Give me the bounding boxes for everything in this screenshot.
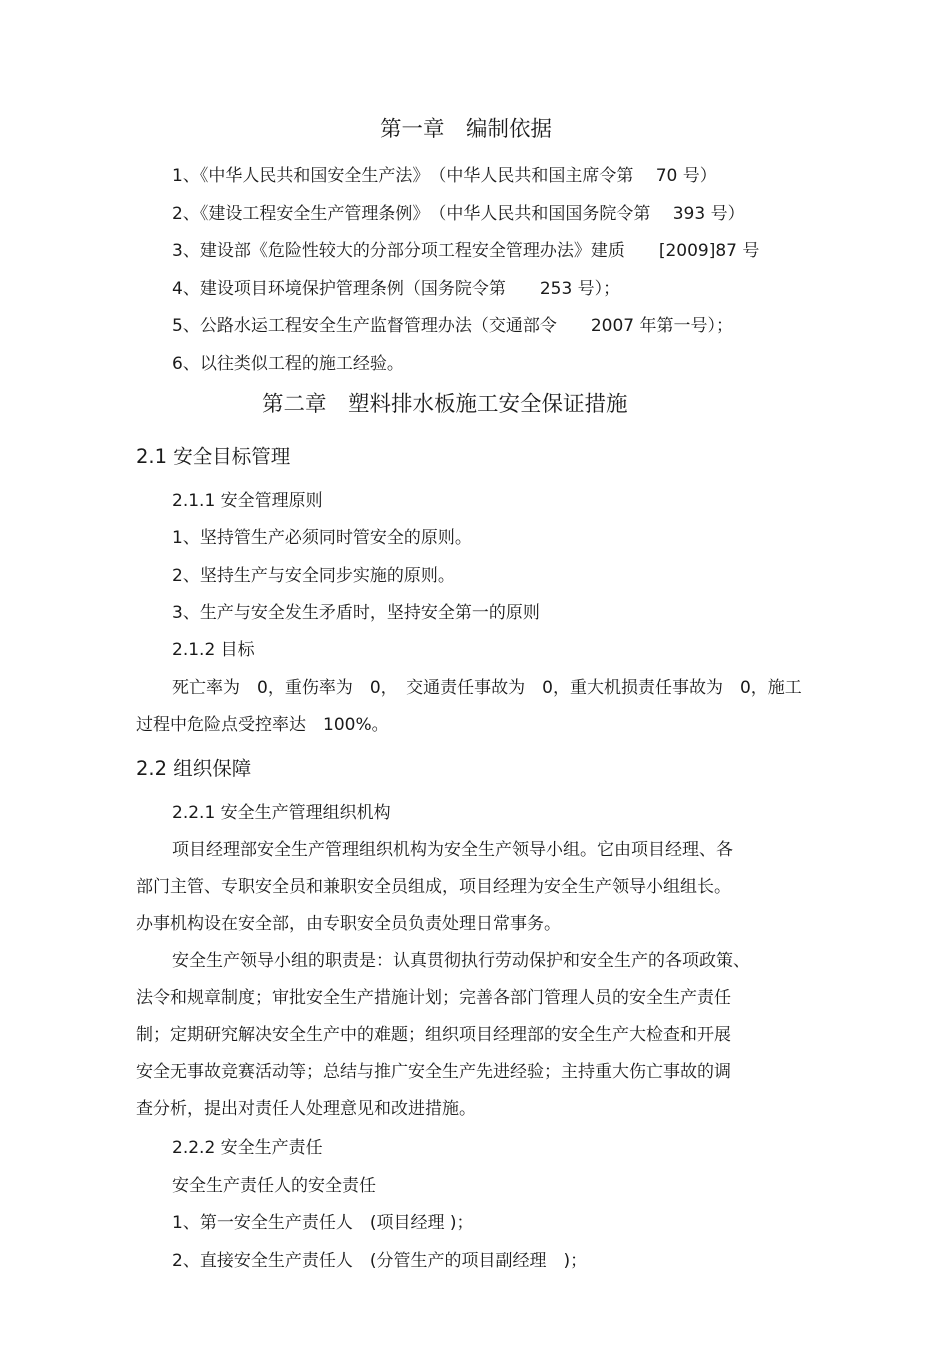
goal-line-1: 死亡率为 0，重伤率为 0， 交通责任事故为 0，重大机损责任事故为 0，施工: [172, 678, 802, 698]
responsibility-item-2: 2、直接安全生产责任人 (分管生产的项目副经理 )；: [172, 1251, 588, 1271]
org-line-3: 办事机构设在安全部，由专职安全员负责处理日常事务。: [136, 914, 561, 934]
duty-line-2: 法令和规章制度；审批安全生产措施计划；完善各部门管理人员的安全生产责任: [136, 988, 731, 1008]
basis-item-5: 5、公路水运工程安全生产监督管理办法（交通部令 2007 年第一号）；: [172, 316, 733, 336]
section-2-1-2-heading: 2.1.2 目标: [172, 640, 255, 660]
basis-item-1: 1、《中华人民共和国安全生产法》 （中华人民共和国主席令第 70 号）: [172, 166, 717, 186]
duty-line-3: 制；定期研究解决安全生产中的难题；组织项目经理部的安全生产大检查和开展: [136, 1025, 731, 1045]
principle-3: 3、生产与安全发生矛盾时，坚持安全第一的原则: [172, 603, 540, 623]
section-2-2-heading: 2.2 组织保障: [136, 757, 252, 780]
goal-line-2: 过程中危险点受控率达 100%。: [136, 715, 389, 735]
responsibility-intro: 安全生产责任人的安全责任: [172, 1176, 376, 1196]
org-line-1: 项目经理部安全生产管理组织机构为安全生产领导小组。它由项目经理、各: [172, 840, 733, 860]
duty-line-4: 安全无事故竞赛活动等；总结与推广安全生产先进经验；主持重大伤亡事故的调: [136, 1062, 731, 1082]
section-2-2-2-heading: 2.2.2 安全生产责任: [172, 1138, 323, 1158]
duty-line-5: 查分析，提出对责任人处理意见和改进措施。: [136, 1099, 476, 1119]
section-2-1-heading: 2.1 安全目标管理: [136, 445, 291, 468]
principle-2: 2、坚持生产与安全同步实施的原则。: [172, 566, 455, 586]
chapter2-title: 第二章 塑料排水板施工安全保证措施: [262, 392, 628, 417]
duty-line-1: 安全生产领导小组的职责是：认真贯彻执行劳动保护和安全生产的各项政策、: [172, 951, 750, 971]
section-2-2-1-heading: 2.2.1 安全生产管理组织机构: [172, 803, 391, 823]
basis-item-3: 3、建设部《危险性较大的分部分项工程安全管理办法》建质 [2009]87 号: [172, 241, 760, 261]
org-line-2: 部门主管、专职安全员和兼职安全员组成，项目经理为安全生产领导小组组长。: [136, 877, 731, 897]
basis-item-2: 2、《建设工程安全生产管理条例》 （中华人民共和国国务院令第 393 号）: [172, 204, 745, 224]
basis-item-4: 4、建设项目环境保护管理条例（国务院令第 253 号）；: [172, 279, 621, 299]
section-2-1-1-heading: 2.1.1 安全管理原则: [172, 491, 323, 511]
responsibility-item-1: 1、第一安全生产责任人 (项目经理 )；: [172, 1213, 474, 1233]
basis-item-6: 6、以往类似工程的施工经验。: [172, 354, 404, 374]
chapter1-title: 第一章 编制依据: [380, 117, 553, 142]
principle-1: 1、坚持管生产必须同时管安全的原则。: [172, 528, 472, 548]
